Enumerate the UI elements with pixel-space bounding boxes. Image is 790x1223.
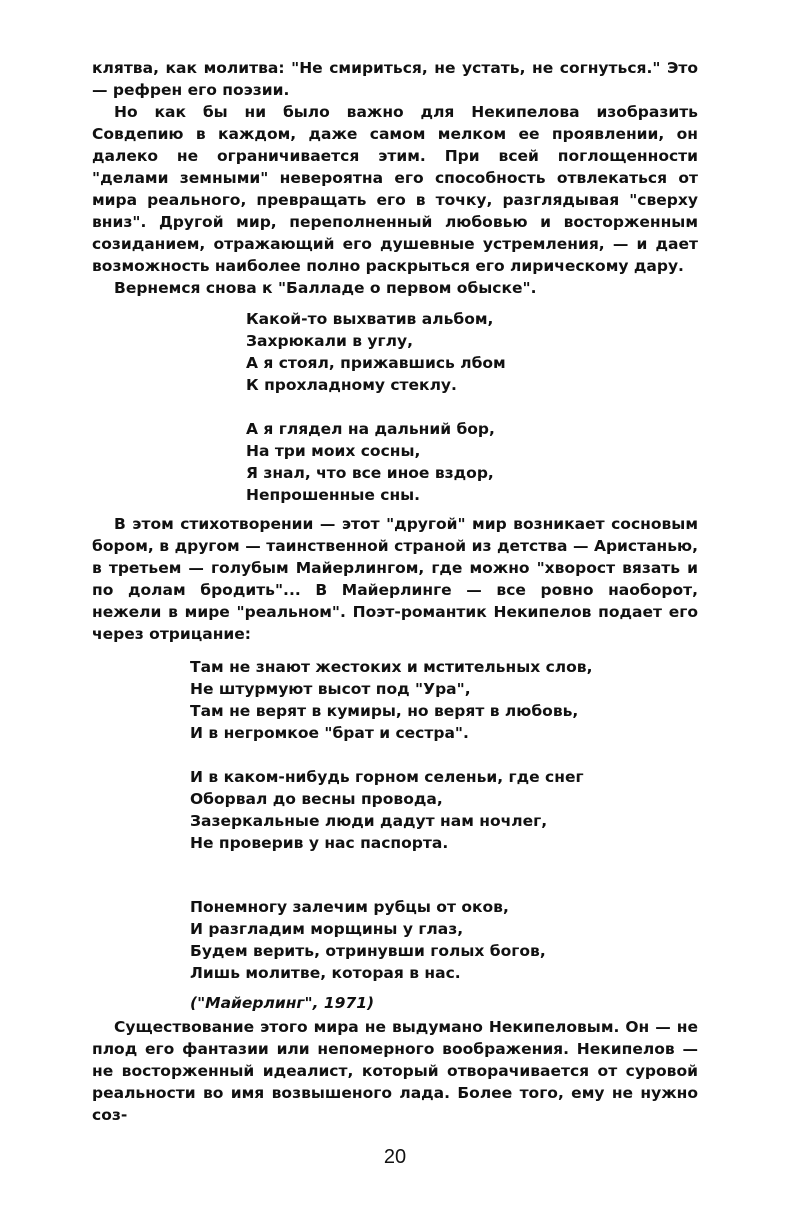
paragraph: клятва, как молитва: "Не смириться, не устать, не согнуться." Это — рефрен его поэзии. xyxy=(92,59,698,99)
prose-block-bottom xyxy=(92,1016,698,1126)
poem-line: Я знал, что все иное вздор, xyxy=(246,464,494,482)
poem-line: Оборвал до весны провода, xyxy=(190,790,443,808)
poem-ballad xyxy=(246,308,506,506)
paragraph: Вернемся снова к "Балладе о первом обыске". xyxy=(114,279,537,297)
poem-line: Не штурмуют высот под "Ура", xyxy=(190,680,471,698)
paragraph: В этом стихотворении — этот "другой" мир возникает сосновым бором, в другом — таинственной страной из детства — Аристанью, в третьем — голубым Майерлингом, где можно "хворост вязать и по долам бродить"... В Майерлинге — все ровно наоборот, нежели в мире "реальном". Поэт-романтик Некипелов подает его через отрицание: xyxy=(92,515,698,643)
poem-line: А я стоял, прижавшись лбом xyxy=(246,354,506,372)
poem-line: Непрошенные сны. xyxy=(246,486,421,504)
poem-caption: ("Майерлинг", 1971) xyxy=(190,994,375,1012)
poem-line: Захрюкали в углу, xyxy=(246,332,413,350)
prose-block-middle xyxy=(92,513,698,645)
paragraph: Существование этого мира не выдумано Некипеловым. Он — не плод его фантазии или непомерного воображения. Некипелов — не восторженный идеалист, который отворачивается от суровой реальности во имя возвышеного лада. Более того, ему не нужно соз- xyxy=(92,1018,698,1124)
poem-line: И в каком-нибудь горном селеньи, где снег xyxy=(190,768,584,786)
paragraph: Но как бы ни было важно для Некипелова изобразить Совдепию в каждом, даже самом мелком ее проявлении, он далеко не ограничивается этим. При всей поглощенности "делами земными" невероятна его способность отвлекаться от мира реального, превращать его в точку, разглядывая "сверху вниз". Другой мир, переполненный любовью и восторженным созиданием, отражающий его душевные устремления, — и дает возможность наиболее полно раскрыться его лирическому дару. xyxy=(92,103,698,275)
poem-line: Лишь молитве, которая в нас. xyxy=(190,964,461,982)
poem-line: Будем верить, отринувши голых богов, xyxy=(190,942,546,960)
poem-line: И разгладим морщины у глаз, xyxy=(190,920,464,938)
page-number: 20 xyxy=(383,1146,407,1168)
poem-line: Там не верят в кумиры, но верят в любовь, xyxy=(190,702,579,720)
poem-line: Не проверив у нас паспорта. xyxy=(190,834,449,852)
poem-line: Понемногу залечим рубцы от оков, xyxy=(190,898,509,916)
poem-mayerling-end xyxy=(190,896,546,984)
poem-line: На три моих сосны, xyxy=(246,442,421,460)
poem-mayerling xyxy=(190,656,593,854)
poem-line: К прохладному стеклу. xyxy=(246,376,457,394)
poem-line: Там не знают жестоких и мстительных слов, xyxy=(190,658,593,676)
prose-block-top xyxy=(92,57,698,299)
poem-line: Какой-то выхватив альбом, xyxy=(246,310,494,328)
poem-line: А я глядел на дальний бор, xyxy=(246,420,495,438)
poem-line: И в негромкое "брат и сестра". xyxy=(190,724,469,742)
poem-line: Зазеркальные люди дадут нам ночлег, xyxy=(190,812,548,830)
